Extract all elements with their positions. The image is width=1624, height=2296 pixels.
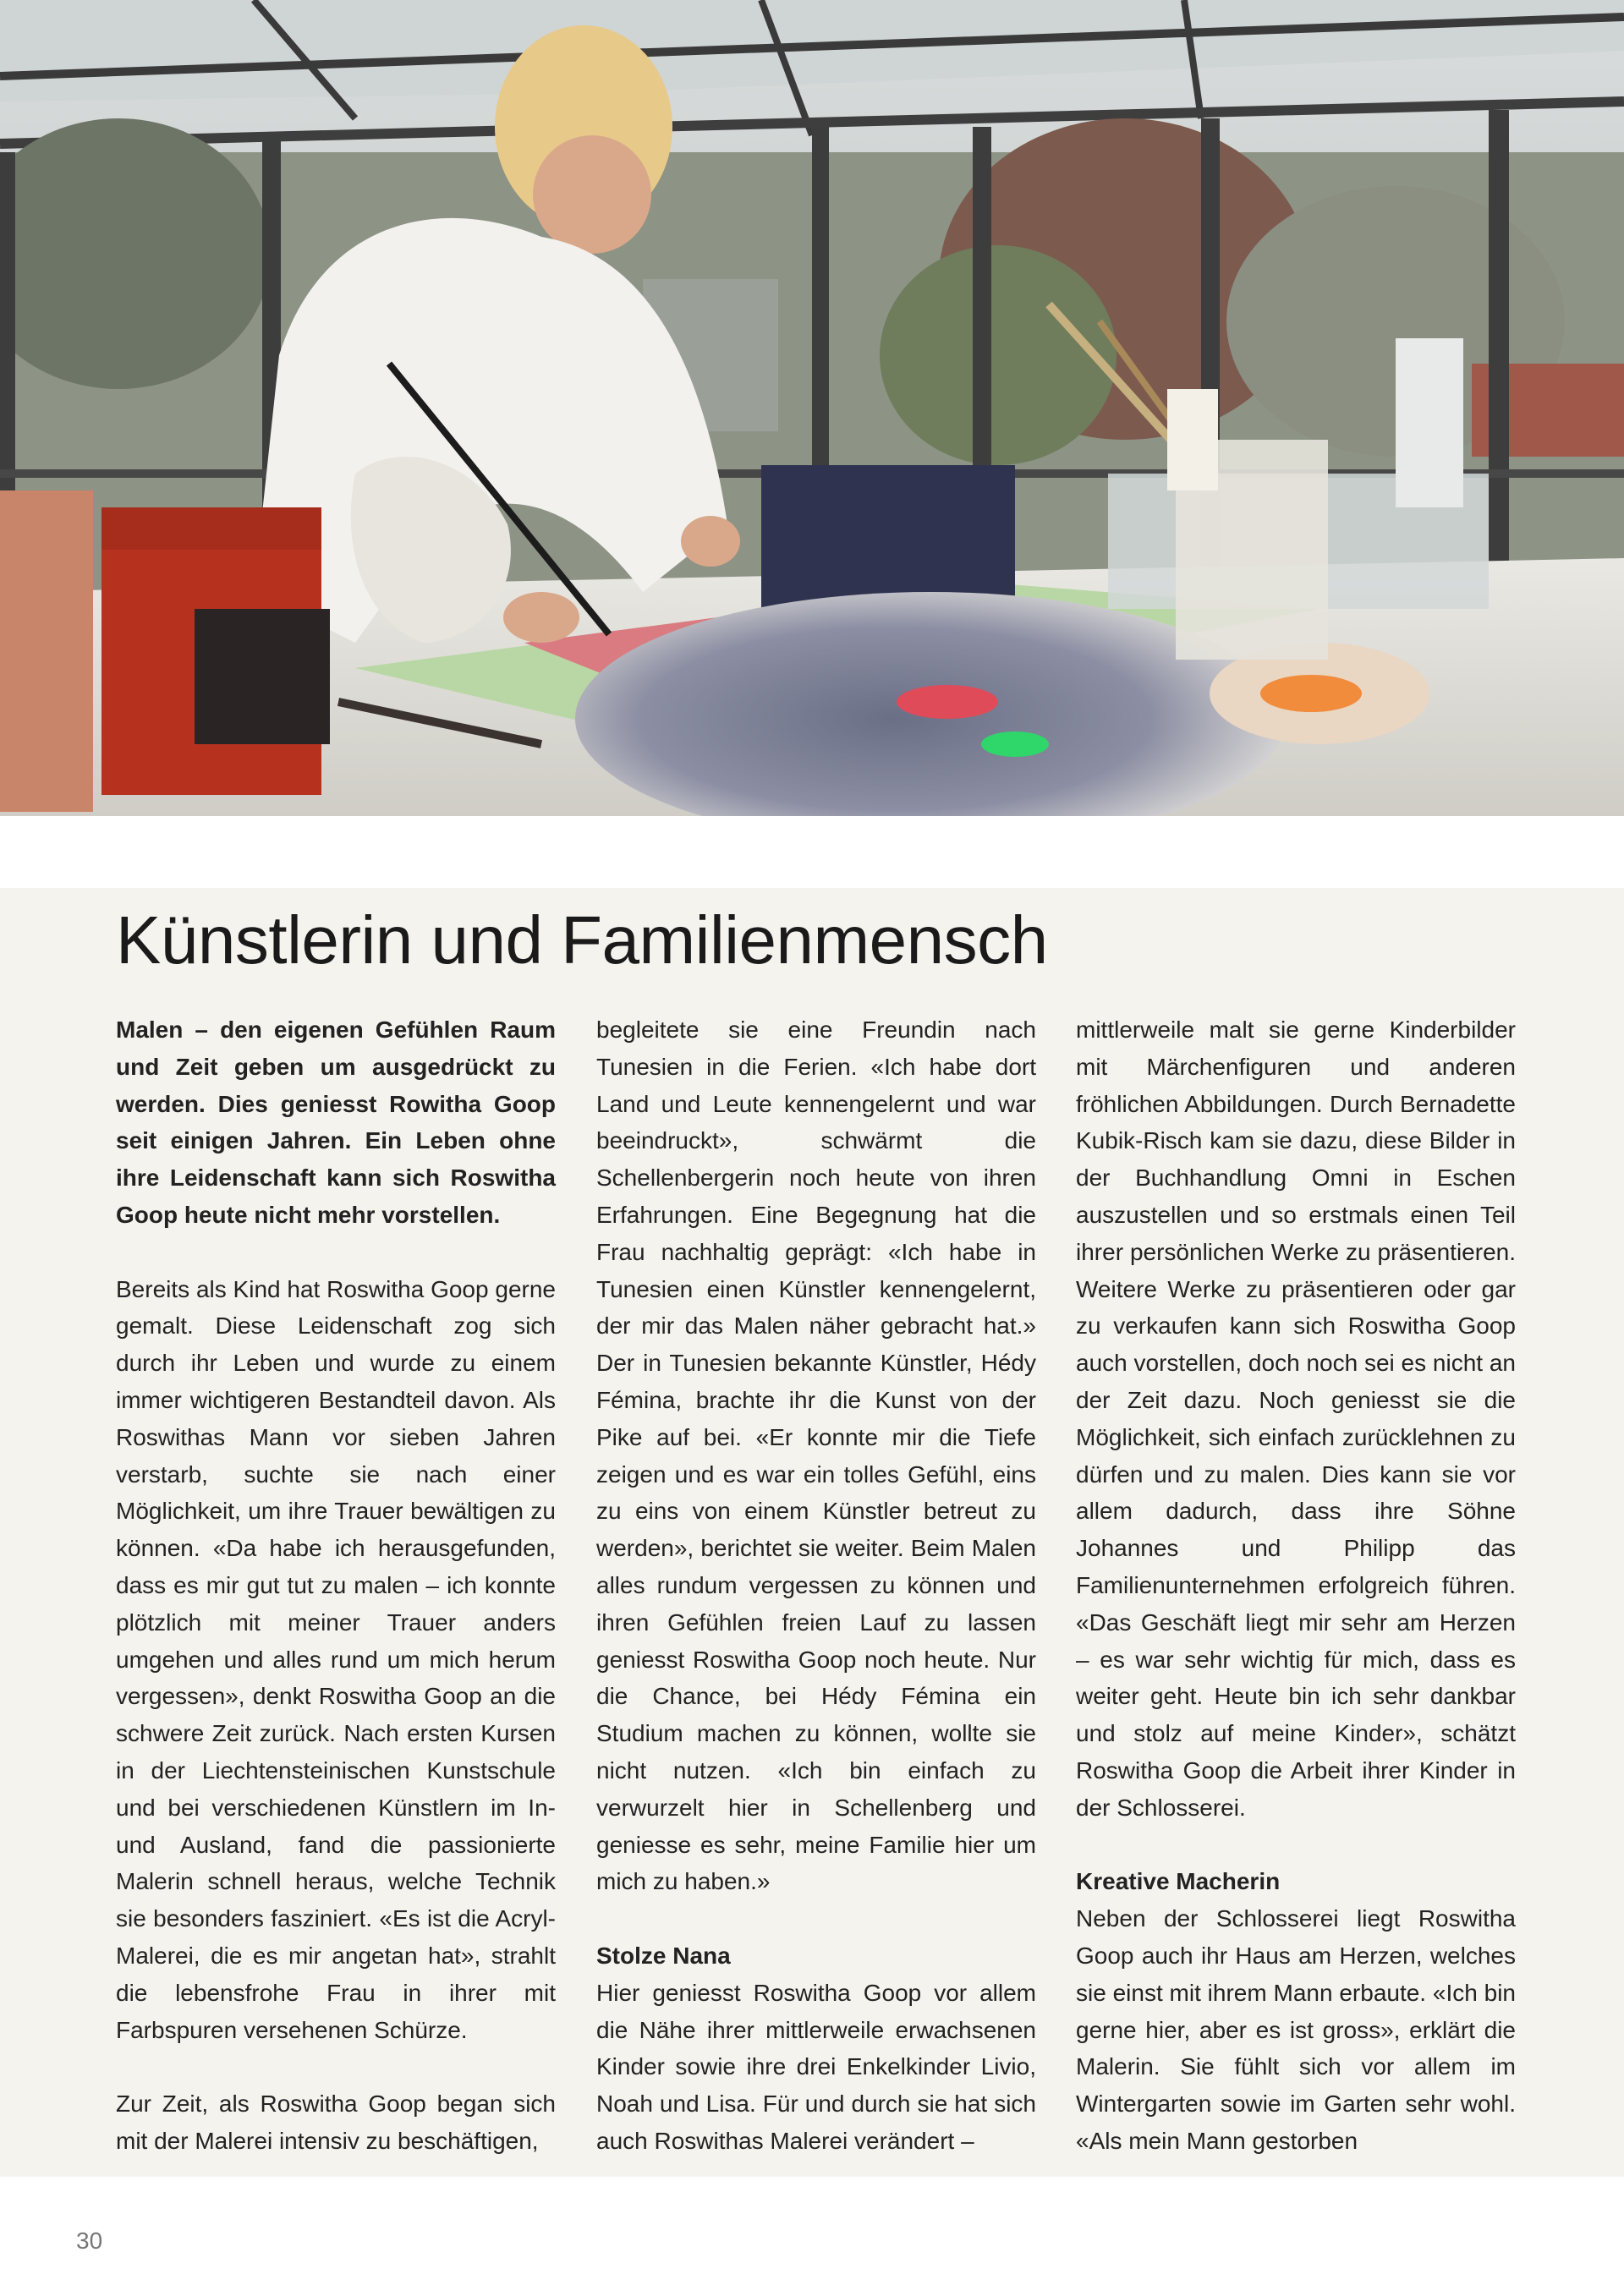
section-heading: Kreative Macherin — [1076, 1868, 1281, 1895]
body-paragraph: Hier geniesst Roswitha Goop vor allem die Nähe ihrer mittlerweile erwachsenen Kinder sowie ihre drei Enkelkinder Livio, Noah und Lisa. Für und durch sie hat sich auch Roswithas Malerei verändert – — [596, 1979, 1036, 2154]
body-paragraph: mittlerweile malt sie gerne Kinderbilder mit Märchenfiguren und anderen fröhlichen Abbildungen. Durch Bernadette Kubik-Risch kam sie dazu, diese Bilder in der Buchhandlung Omni in Eschen auszustellen und so erstmals einen Teil ihrer persönlichen Werke zu präsentieren. Weitere Werke zu präsentieren oder gar zu verkaufen kann sich Roswitha Goop auch vorstellen, doch noch sei es nicht an der Zeit dazu. Noch geniesst sie die Möglichkeit, sich einfach zurücklehnen zu dürfen und zu malen. Dies kann sie vor allem dadurch, dass ihre Söhne Johannes und Philipp das Familienunternehmen erfolgreich führen. «Das Geschäft liegt mir sehr am Herzen – es war sehr wichtig für mich, dass es weiter geht. Heute bin ich sehr dankbar und stolz auf meine Kinder», schätzt Roswitha Goop die Arbeit ihrer Kinder in der Schlosserei. — [1076, 1016, 1516, 1821]
article-column-3 — [1076, 1011, 1516, 2160]
page-number: 30 — [76, 2228, 103, 2254]
article-column-2 — [596, 1011, 1036, 2160]
article-title: Künstlerin und Familienmensch — [116, 902, 1048, 978]
lead-paragraph: Malen – den eigenen Gefühlen Raum und Zeit geben um ausgedrückt zu werden. Dies geniesst Rowitha Goop seit einigen Jahren. Ein Leben ohne ihre Leidenschaft kann sich Roswitha Goop heute nicht mehr vorstellen. — [116, 1016, 556, 1228]
body-paragraph: Bereits als Kind hat Roswitha Goop gerne gemalt. Diese Leidenschaft zog sich durch ihr Leben und wurde zu einem immer wichtigeren Bestandteil davon. Als Roswithas Mann vor sieben Jahren verstarb, suchte sie nach einer Möglichkeit, um ihre Trauer bewältigen zu können. «Da habe ich herausgefunden, dass es mir gut tut zu malen – ich konnte plötzlich mit meiner Trauer anders umgehen und alles rund um mich herum vergessen», denkt Roswitha Goop an die schwere Zeit zurück. Nach ersten Kursen in der Liechtensteinischen Kunstschule und bei verschiedenen Künstlern im In- und Ausland, fand die passionierte Malerin schnell heraus, welche Technik sie besonders fasziniert. «Es ist die Acryl-Malerei, die es mir angetan hat», strahlt die lebensfrohe Frau in ihrer mit Farbspuren versehenen Schürze. — [116, 1275, 556, 2043]
painting-woman-photo — [0, 0, 1624, 816]
article-column-1 — [116, 1011, 556, 2160]
body-paragraph: Neben der Schlosserei liegt Roswitha Goop auch ihr Haus am Herzen, welches sie einst mit ihrem Mann erbaute. «Ich bin gerne hier, aber es ist gross», erklärt die Malerin. Sie fühlt sich vor allem im Wintergarten sowie im Garten sehr wohl. «Als mein Mann gestorben — [1076, 1905, 1516, 2154]
body-paragraph: Zur Zeit, als Roswitha Goop began sich mit der Malerei intensiv zu beschäftigen, — [116, 2091, 556, 2154]
section-heading: Stolze Nana — [596, 1942, 731, 1969]
hero-photo — [0, 0, 1624, 816]
body-paragraph: begleitete sie eine Freundin nach Tunesien in die Ferien. «Ich habe dort Land und Leute kennengelernt und war beeindruckt», schwärmt die Schellenbergerin noch heute von ihren Erfahrungen. Eine Begegnung hat die Frau nachhaltig geprägt: «Ich habe in Tunesien einen Künstler kennengelernt, der mir das Malen näher gebracht hat.» Der in Tunesien bekannte Künstler, Hédy Fémina, brachte ihr die Kunst von der Pike auf bei. «Er konnte mir die Tiefe zeigen und es war ein tolles Gefühl, eins zu eins von einem Künstler betreut zu werden», berichtet sie weiter. Beim Malen alles rundum vergessen zu können und ihren Gefühlen freien Lauf zu lassen geniesst Roswitha Goop noch heute. Nur die Chance, bei Hédy Fémina ein Studium machen zu können, wollte sie nicht nutzen. «Ich bin einfach zu verwurzelt hier in Schellenberg und geniesse es sehr, meine Familie hier um mich zu haben.» — [596, 1016, 1036, 1895]
